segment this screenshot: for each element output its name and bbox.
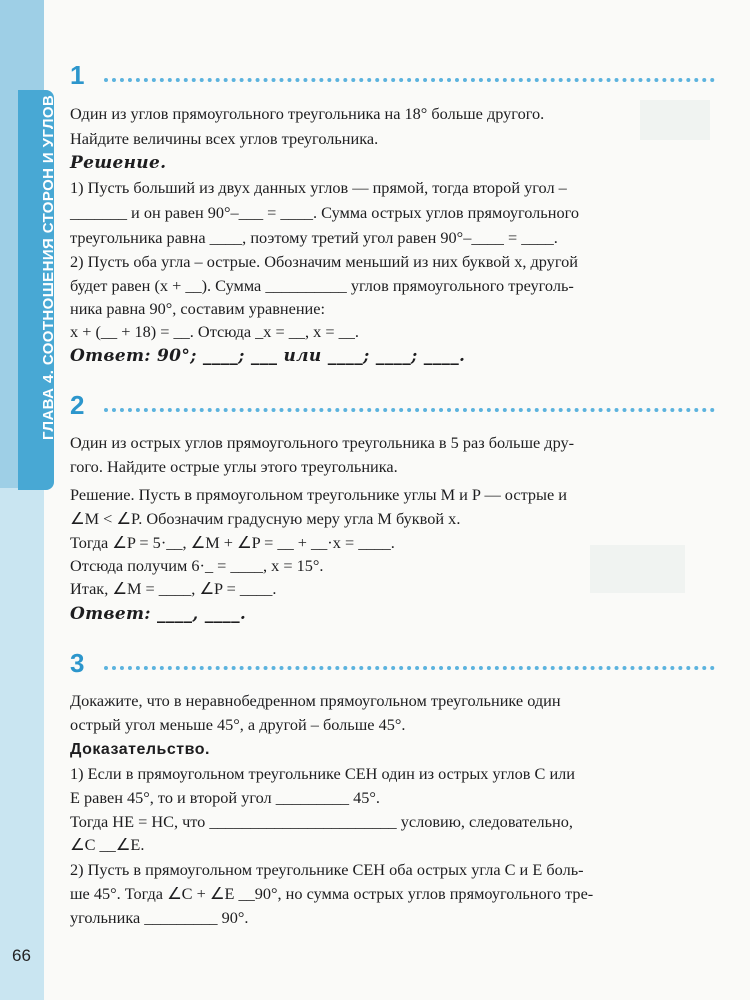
task-number: 1 <box>70 60 85 90</box>
task-number: 3 <box>70 648 85 678</box>
task-1-line: будет равен (x + __). Сумма __________ углов прямоугольного треуголь- <box>70 276 574 295</box>
task-2-line: Один из острых углов прямоугольного треугольника в 5 раз больше дру- <box>70 433 575 452</box>
task-1-header <box>70 60 715 91</box>
task-2-line: Тогда ∠P = 5·__, ∠M + ∠P = __ + __·x = ____. <box>70 533 395 552</box>
solution-heading: Решение. <box>70 153 167 173</box>
task-2-line: Итак, ∠M = ____, ∠P = ____. <box>70 579 277 598</box>
dotted-rule <box>104 78 715 82</box>
task-3-line: угольника _________ 90°. <box>70 908 249 927</box>
task-1-line: x + (__ + 18) = __. Отсюда _x = __, x = __. <box>70 322 359 341</box>
chapter-title: ГЛАВА 4. СООТНОШЕНИЯ СТОРОН И УГЛОВ <box>40 94 57 440</box>
task-3-line: E равен 45°, то и второй угол _________ 45°. <box>70 788 380 807</box>
task-2-header <box>70 390 715 421</box>
task-1-line: Найдите величины всех углов треугольника. <box>70 129 379 148</box>
task-3-line: Тогда HE = HC, что _______________________ условию, следовательно, <box>70 812 573 831</box>
task-3-line: 2) Пусть в прямоугольном треугольнике CEH оба острых угла C и E боль- <box>70 860 584 879</box>
task-3-header <box>70 648 715 679</box>
task-3-line: Докажите, что в неравнобедренном прямоугольном треугольнике один <box>70 691 561 710</box>
task-number: 2 <box>70 390 85 420</box>
task-1-line: 2) Пусть оба угла – острые. Обозначим меньший из них буквой x, другой <box>70 252 578 271</box>
bleed-through-shape <box>590 545 685 593</box>
proof-heading: Доказательство. <box>70 741 210 758</box>
task-1-line: треугольника равна ____, поэтому третий угол равен 90°–____ = ____. <box>70 228 558 247</box>
task-1-line: _______ и он равен 90°–___ = ____. Сумма острых углов прямоугольного <box>70 203 579 222</box>
task-1-line: Один из углов прямоугольного треугольника на 18° больше другого. <box>70 104 545 123</box>
task-1-line: 1) Пусть больший из двух данных углов — прямой, тогда второй угол – <box>70 178 567 197</box>
task-3-line: ∠C __∠E. <box>70 835 145 854</box>
task-3-line: 1) Если в прямоугольном треугольнике CEH один из острых углов C или <box>70 764 576 783</box>
dotted-rule <box>104 666 715 670</box>
task-2-line: Решение. Пусть в прямоугольном треугольнике углы M и P — острые и <box>70 485 567 504</box>
page-number: 66 <box>12 946 31 965</box>
answer-line: Ответ: ____, ____. <box>70 604 247 624</box>
task-2-line: гого. Найдите острые углы этого треугольника. <box>70 457 398 476</box>
dotted-rule <box>104 408 715 412</box>
answer-line: Ответ: 90°; ____; ___ или ____; ____; ____. <box>70 346 466 366</box>
task-3-line: ше 45°. Тогда ∠C + ∠E __90°, но сумма острых углов прямоугольного тре- <box>70 884 594 903</box>
task-1-line: ника равна 90°, составим уравнение: <box>70 299 326 318</box>
task-2-line: ∠M < ∠P. Обозначим градусную меру угла M буквой x. <box>70 509 461 528</box>
task-2-line: Отсюда получим 6·_ = ____, x = 15°. <box>70 556 324 575</box>
bleed-through-shape <box>640 100 710 140</box>
task-3-line: острый угол меньше 45°, а другой – больше 45°. <box>70 715 406 734</box>
side-band-lower <box>0 488 44 1000</box>
